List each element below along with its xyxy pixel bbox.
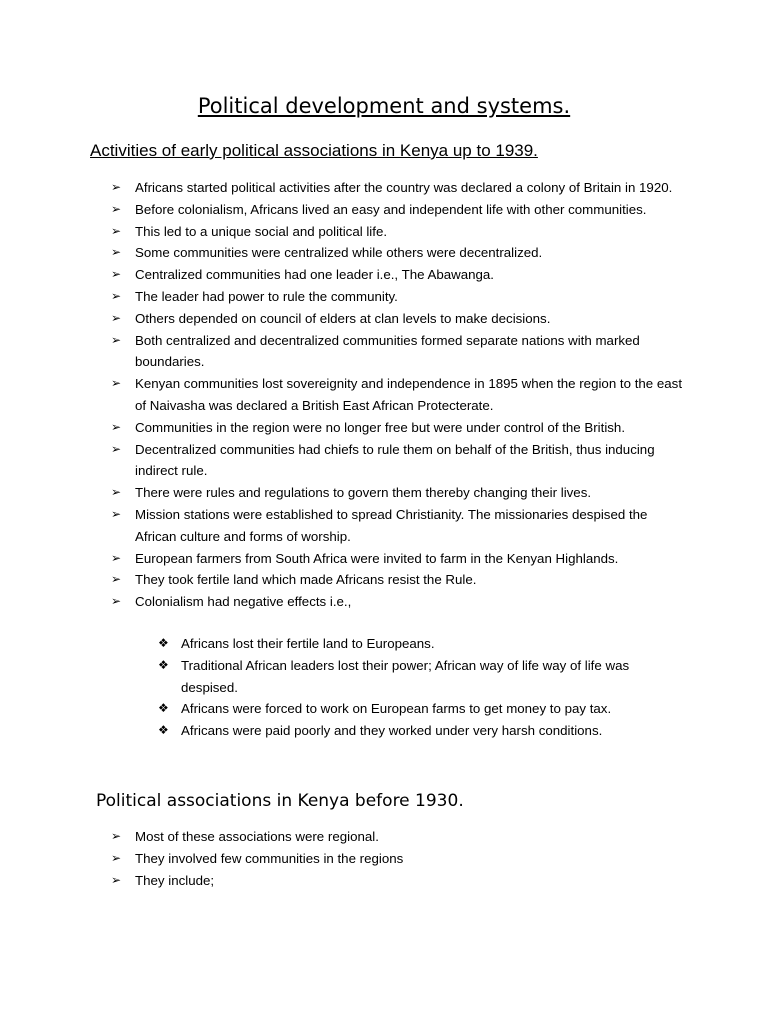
sub-list-item: ❖ Africans were paid poorly and they worked under very harsh conditions. (0, 720, 661, 742)
list-item: ➢ Decentralized communities had chiefs to rule them on behalf of the British, thus inducing indirect rule. (0, 439, 685, 483)
list-item: ➢ European farmers from South Africa were invited to farm in the Kenyan Highlands. (0, 548, 685, 570)
arrowhead-bullet-icon: ➢ (111, 441, 122, 456)
arrowhead-bullet-icon: ➢ (111, 223, 122, 238)
list-item: ➢ There were rules and regulations to govern them thereby changing their lives. (0, 482, 685, 504)
list-item: ➢ Others depended on council of elders at clan levels to make decisions. (0, 308, 685, 330)
arrowhead-bullet-icon: ➢ (111, 550, 122, 565)
list-item: ➢ Centralized communities had one leader i.e., The Abawanga. (0, 264, 685, 286)
arrowhead-bullet-icon: ➢ (111, 245, 122, 260)
list-item: ➢ Both centralized and decentralized communities formed separate nations with marked boundaries. (0, 330, 685, 374)
sub-list-item: ❖ Africans lost their fertile land to Europeans. (0, 633, 661, 655)
list-item: ➢ Mission stations were established to spread Christianity. The missionaries despised the African culture and forms of worship. (0, 504, 685, 548)
arrowhead-bullet-icon: ➢ (111, 419, 122, 434)
arrowhead-bullet-icon: ➢ (111, 180, 122, 194)
diamond-bullet-icon: ❖ (158, 657, 169, 672)
list-item: ➢ The leader had power to rule the community. (0, 286, 685, 308)
document-title: Political development and systems. (197, 94, 571, 118)
list-item: ➢ Africans started political activities after the country was declared a colony of Britain in 1920. (0, 177, 685, 199)
arrowhead-bullet-icon: ➢ (111, 485, 122, 500)
arrowhead-bullet-icon: ➢ (111, 267, 122, 282)
arrowhead-bullet-icon: ➢ (111, 572, 122, 587)
list-item: ➢ They include; (0, 870, 685, 892)
arrowhead-bullet-icon: ➢ (111, 829, 122, 843)
list-item: ➢ They involved few communities in the regions (0, 848, 685, 870)
list-item: ➢ Some communities were centralized while others were decentralized. (0, 242, 685, 264)
list-item: ➢ Most of these associations were regional. (0, 826, 685, 848)
list-item: ➢ Colonialism had negative effects i.e., (0, 591, 685, 613)
arrowhead-bullet-icon: ➢ (111, 310, 122, 325)
bullet-list-associations-before-1930 (0, 826, 685, 891)
arrowhead-bullet-icon: ➢ (111, 506, 122, 521)
sub-list-item: ❖ Traditional African leaders lost their power; African way of life way of life was despised. (0, 655, 661, 699)
arrowhead-bullet-icon: ➢ (111, 850, 122, 865)
arrowhead-bullet-icon: ➢ (111, 288, 122, 303)
section-heading-early-associations: Activities of early political associations in Kenya up to 1939. (90, 141, 538, 160)
diamond-bullet-icon: ❖ (158, 636, 169, 650)
list-item: ➢ Communities in the region were no longer free but were under control of the British. (0, 417, 685, 439)
arrowhead-bullet-icon: ➢ (111, 594, 122, 609)
diamond-bullet-icon: ❖ (158, 701, 169, 716)
section-heading-associations-before-1930: Political associations in Kenya before 1930. (96, 791, 464, 811)
list-item: ➢ Before colonialism, Africans lived an easy and independent life with other communities. (0, 199, 685, 221)
bullet-list-early-associations (0, 177, 685, 613)
arrowhead-bullet-icon: ➢ (111, 872, 122, 887)
arrowhead-bullet-icon: ➢ (111, 201, 122, 216)
arrowhead-bullet-icon: ➢ (111, 376, 122, 391)
sub-list-item: ❖ Africans were forced to work on European farms to get money to pay tax. (0, 698, 661, 720)
list-item: ➢ This led to a unique social and political life. (0, 221, 685, 243)
list-item: ➢ Kenyan communities lost sovereignity and independence in 1895 when the region to the east of Naivasha was declared a British East African Protecterate. (0, 373, 685, 417)
list-item: ➢ They took fertile land which made Africans resist the Rule. (0, 569, 685, 591)
sub-bullet-list-negative-effects (0, 633, 661, 742)
diamond-bullet-icon: ❖ (158, 723, 169, 738)
arrowhead-bullet-icon: ➢ (111, 332, 122, 347)
